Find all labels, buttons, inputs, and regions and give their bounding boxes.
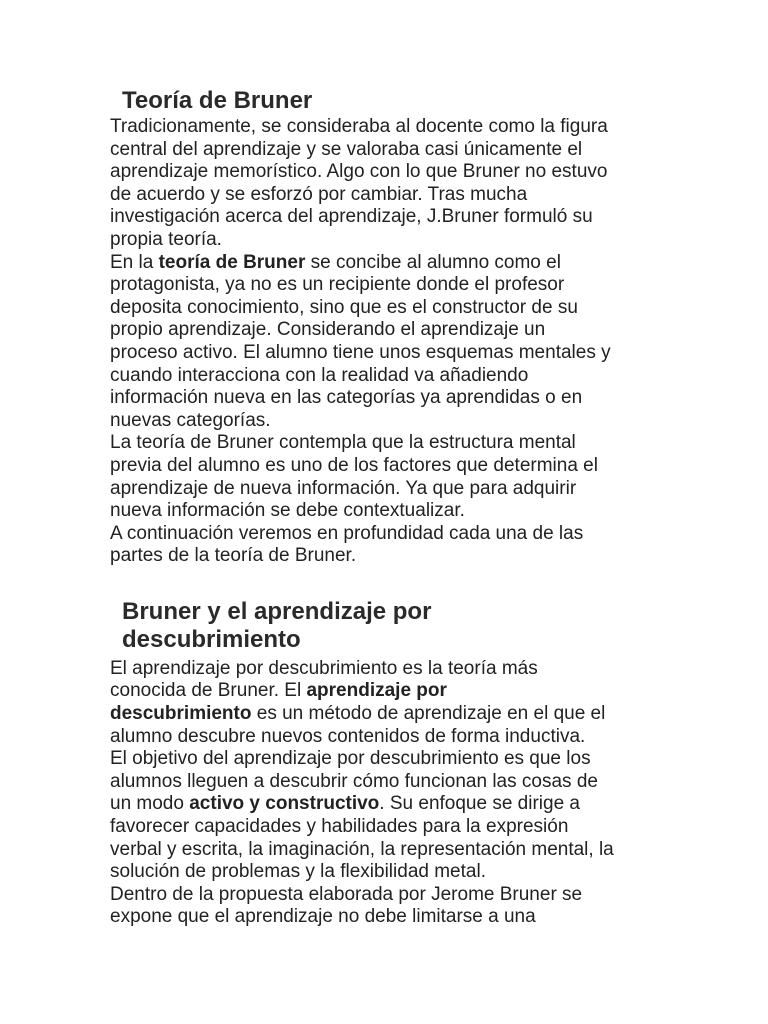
text-line: partes de la teoría de Bruner. xyxy=(110,545,357,567)
text-line: propia teoría. xyxy=(110,228,222,250)
text-line: aprendizaje de nueva información. Ya que para adquirir xyxy=(110,477,577,499)
text-line: favorecer capacidades y habilidades para la expresión xyxy=(110,816,569,838)
section-teoria-de-bruner xyxy=(110,86,670,568)
text-line xyxy=(110,793,670,816)
section-title xyxy=(122,598,670,654)
text-line: aprendizaje memorístico. Algo con lo que Bruner no estuvo xyxy=(110,161,608,183)
text-span: En la xyxy=(110,251,159,273)
section-aprendizaje-por-descubrimiento xyxy=(110,598,670,929)
text-line: información nueva en las categorías ya aprendidas o en xyxy=(110,387,583,409)
text-line: El objetivo del aprendizaje por descubrimiento es que los xyxy=(110,748,591,770)
document-page xyxy=(110,86,670,929)
text-line: de acuerdo y se esforzó por cambiar. Tras mucha xyxy=(110,183,528,205)
paragraph-continuation xyxy=(110,523,670,568)
paragraph-protagonist xyxy=(110,252,670,433)
bold-term: aprendizaje por xyxy=(306,680,447,702)
text-line xyxy=(110,252,670,275)
text-span: un modo xyxy=(110,793,190,815)
text-line: alumno descubre nuevos contenidos de forma inductiva. xyxy=(110,725,586,747)
text-line: alumnos lleguen a descubrir cómo funcionan las cosas de xyxy=(110,770,598,792)
text-line: El aprendizaje por descubrimiento es la teoría más xyxy=(110,657,538,679)
text-line: central del aprendizaje y se valoraba casi únicamente el xyxy=(110,138,583,160)
text-line: nuevas categorías. xyxy=(110,409,271,431)
text-span: conocida de Bruner. El xyxy=(110,680,307,702)
paragraph-mental-structure xyxy=(110,432,670,522)
text-span: . Su enfoque se dirige a xyxy=(379,793,580,815)
text-line: propio aprendizaje. Considerando el aprendizaje un xyxy=(110,319,546,341)
bold-term: teoría de Bruner xyxy=(158,251,306,273)
section-title: Teoría de Bruner xyxy=(122,87,313,114)
text-line: investigación acerca del aprendizaje, J.Bruner formuló su xyxy=(110,206,593,228)
paragraph-intro xyxy=(110,116,670,252)
text-line xyxy=(110,680,670,703)
bold-term: descubrimiento xyxy=(110,703,252,725)
text-span: es un método de aprendizaje en el que el xyxy=(251,703,606,725)
text-line: proceso activo. El alumno tiene unos esquemas mentales y xyxy=(110,341,611,363)
text-line: La teoría de Bruner contempla que la estructura mental xyxy=(110,432,576,454)
text-span: se concibe al alumno como el xyxy=(305,251,561,273)
paragraph-proposal xyxy=(110,884,670,929)
title-line: descubrimiento xyxy=(122,625,301,653)
paragraph-objective xyxy=(110,748,670,884)
text-line: verbal y escrita, la imaginación, la representación mental, la xyxy=(110,838,614,860)
paragraph-discovery-learning xyxy=(110,658,670,748)
text-line: previa del alumno es uno de los factores que determina el xyxy=(110,454,598,476)
text-line: Dentro de la propuesta elaborada por Jerome Bruner se xyxy=(110,883,583,905)
text-line: deposita conocimiento, sino que es el constructor de su xyxy=(110,296,578,318)
text-line: nueva información se debe contextualizar. xyxy=(110,500,465,522)
text-line: Tradicionamente, se consideraba al docente como la figura xyxy=(110,116,608,137)
text-line: solución de problemas y la flexibilidad metal. xyxy=(110,861,486,883)
text-line: protagonista, ya no es un recipiente donde el profesor xyxy=(110,274,565,296)
text-line xyxy=(110,703,670,726)
text-line: A continuación veremos en profundidad cada una de las xyxy=(110,522,584,544)
text-line: expone que el aprendizaje no debe limitarse a una xyxy=(110,906,536,928)
title-line: Bruner y el aprendizaje por xyxy=(122,597,432,625)
text-line: cuando interacciona con la realidad va añadiendo xyxy=(110,364,529,386)
bold-term: activo y constructivo xyxy=(189,793,380,815)
